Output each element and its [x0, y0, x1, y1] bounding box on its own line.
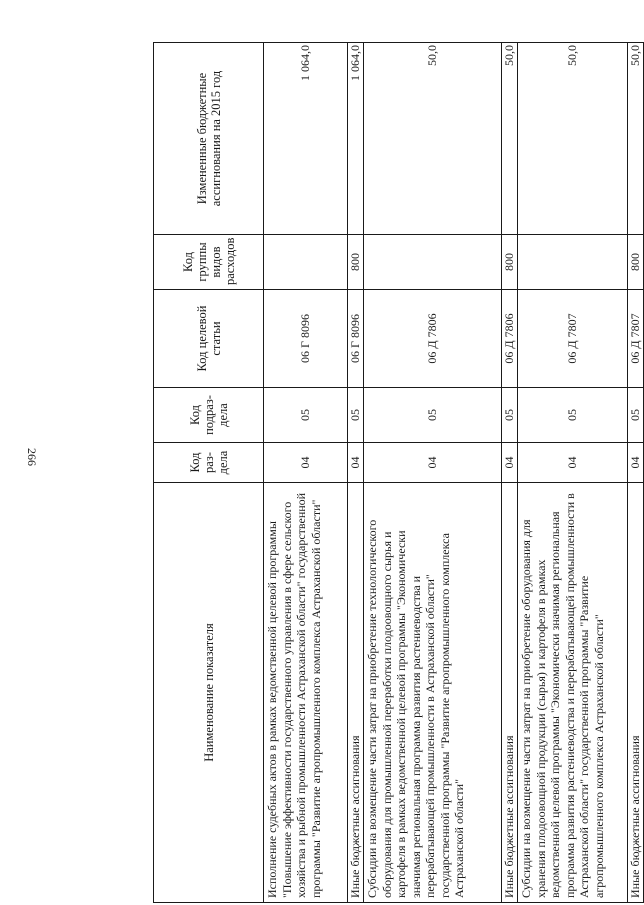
cell-name: Иные бюджетные ассигнования — [502, 483, 518, 903]
cell-vid — [264, 235, 348, 290]
cell-razdel: 04 — [518, 443, 628, 483]
table-row — [502, 43, 518, 903]
table-row — [518, 43, 628, 903]
cell-podrazdel: 05 — [502, 388, 518, 443]
cell-name: Субсидии на возмещение части затрат на приобретение оборудования для хранения плодоовощной продукции (сырья) и картофеля в рамках ведомственной целевой программы "Экономически значимая региональная программа развития растениеводства и перерабатывающей промышленности в Астраханской области" государственной программы "Развитие агропромышленного комплекса Астраханской области" — [518, 483, 628, 903]
cell-name: Исполнение судебных актов в рамках ведомственной целевой программы "Повышение эффективности государственного управления в сфере сельского хозяйства и рыбной промышленности Астраханской области" государственной программы "Развитие агропромышленного комплекса Астраханской области" — [264, 483, 348, 903]
header-vid: Код группы видов расходов — [154, 235, 264, 290]
budget-table — [153, 42, 644, 903]
cell-sum: 50,0 — [364, 43, 502, 235]
cell-podrazdel: 05 — [628, 388, 644, 443]
cell-vid: 800 — [502, 235, 518, 290]
cell-vid — [364, 235, 502, 290]
cell-vid: 800 — [348, 235, 364, 290]
cell-statya: 06 Д 7807 — [628, 290, 644, 388]
cell-razdel: 04 — [628, 443, 644, 483]
cell-razdel: 04 — [364, 443, 502, 483]
table-header-row — [154, 43, 264, 903]
cell-sum: 50,0 — [628, 43, 644, 235]
cell-podrazdel: 05 — [348, 388, 364, 443]
cell-name: Иные бюджетные ассигнования — [348, 483, 364, 903]
cell-statya: 06 Г 8096 — [348, 290, 364, 388]
cell-podrazdel: 05 — [264, 388, 348, 443]
cell-statya: 06 Д 7806 — [502, 290, 518, 388]
header-name: Наименование показателя — [154, 483, 264, 903]
cell-podrazdel: 05 — [364, 388, 502, 443]
page-number: 266 — [25, 448, 39, 466]
cell-razdel: 04 — [502, 443, 518, 483]
cell-sum: 1 064,0 — [348, 43, 364, 235]
header-podrazdel: Код подраз-дела — [154, 388, 264, 443]
cell-sum: 50,0 — [518, 43, 628, 235]
cell-vid — [518, 235, 628, 290]
cell-statya: 06 Г 8096 — [264, 290, 348, 388]
cell-name: Субсидии на возмещение части затрат на приобретение технологического оборудования для промышленной переработки плодоовощного сырья и картофеля в рамках ведомственной целевой программы "Экономически значимая региональная программа развития растениеводства и перерабатывающей промышленности в Астраханской области" государственной программы "Развитие агропромышленного комплекса Астраханской области" — [364, 483, 502, 903]
cell-sum: 1 064,0 — [264, 43, 348, 235]
cell-sum: 50,0 — [502, 43, 518, 235]
cell-podrazdel: 05 — [518, 388, 628, 443]
budget-table-rotated — [153, 43, 642, 903]
cell-name: Иные бюджетные ассигнования — [628, 483, 644, 903]
header-razdel: Код раз-дела — [154, 443, 264, 483]
table-row — [364, 43, 502, 903]
cell-razdel: 04 — [264, 443, 348, 483]
header-sum: Измененные бюджетные ассигнования на 2015 год — [154, 43, 264, 235]
table-row — [264, 43, 348, 903]
cell-vid: 800 — [628, 235, 644, 290]
table-row — [348, 43, 364, 903]
header-statya: Код целевой статьи — [154, 290, 264, 388]
cell-statya: 06 Д 7806 — [364, 290, 502, 388]
cell-razdel: 04 — [348, 443, 364, 483]
table-row — [628, 43, 644, 903]
cell-statya: 06 Д 7807 — [518, 290, 628, 388]
